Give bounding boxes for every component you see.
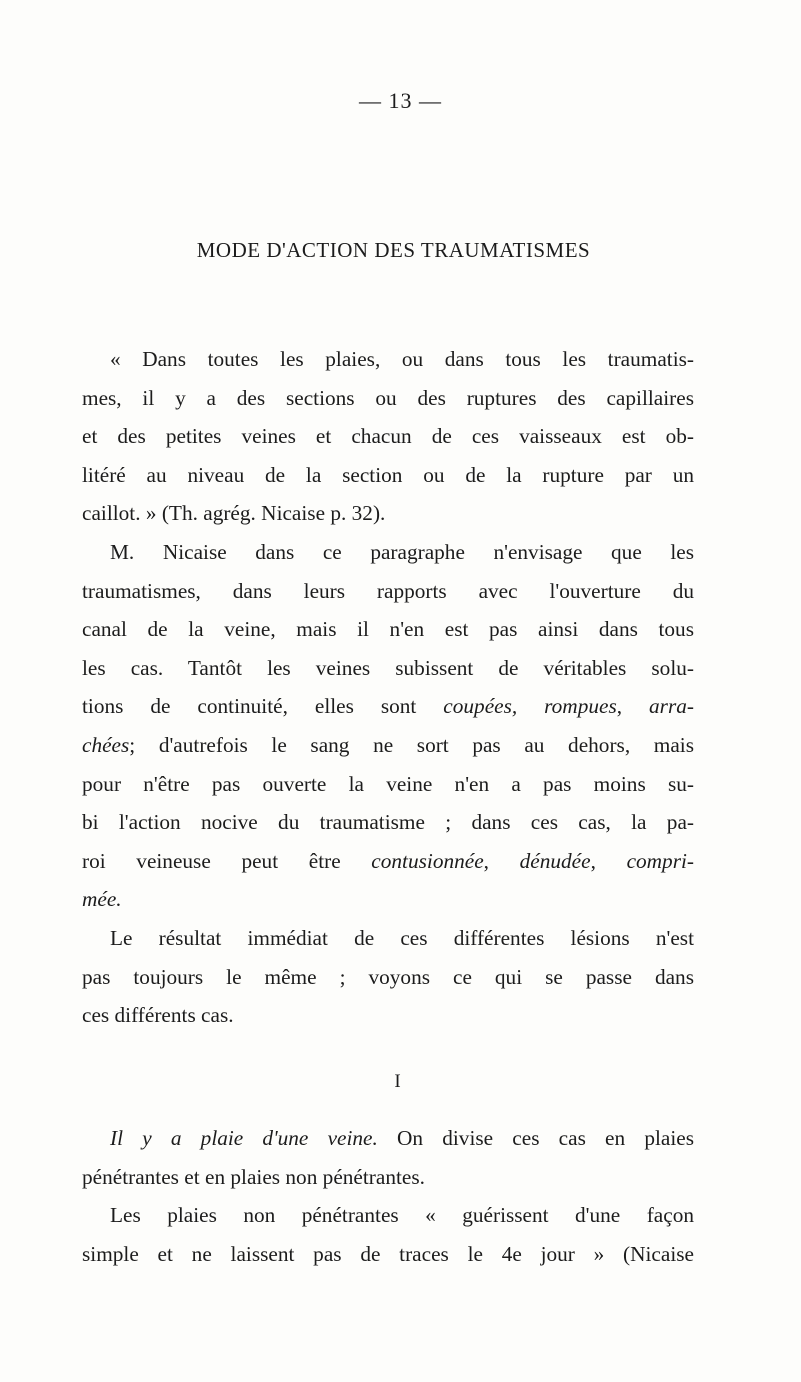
page-number: — 13 — [359, 88, 442, 113]
text-line: pour n'être pas ouverte la veine n'en a pas moins su- [82, 771, 694, 796]
text-line [82, 726, 694, 765]
text-line: et des petites veines et chacun de ces vaisseaux est ob- [82, 424, 694, 449]
text-span: ; d'autrefois le sang ne sort pas au dehors, mais [129, 732, 694, 757]
text-line: bi l'action nocive du traumatisme ; dans ces cas, la pa- [82, 810, 694, 835]
text-span: , [616, 694, 650, 719]
text-line: ces différents cas. [82, 1003, 234, 1028]
body-text-block-2 [82, 1119, 694, 1273]
italic-text: compri- [626, 848, 694, 873]
text-span: roi veineuse peut être [82, 848, 372, 873]
text-line: M. Nicaise dans ce paragraphe n'envisage que les [110, 539, 694, 564]
text-line [82, 880, 694, 919]
text-line: pénétrantes et en plaies non pénétrantes. [82, 1164, 425, 1189]
section-numeral: I [394, 1071, 401, 1092]
text-line: Les plaies non pénétrantes « guérissent d'une façon [110, 1203, 694, 1228]
text-span: tions de continuité, elles sont [82, 694, 444, 719]
italic-text: contusionnée [371, 848, 484, 873]
chapter-title: MODE D'ACTION DES TRAUMATISMES [196, 238, 591, 262]
text-line [82, 687, 694, 726]
italic-text: coupées, rompues [443, 694, 617, 719]
text-span: On divise ces cas en plaies [377, 1126, 695, 1150]
text-line [82, 1119, 694, 1158]
text-line: les cas. Tantôt les veines subissent de véritables solu- [82, 655, 694, 680]
text-line [82, 842, 694, 881]
text-line: pas toujours le même ; voyons ce qui se passe dans [82, 964, 694, 989]
text-span: , [590, 848, 627, 873]
italic-text: dénudée [519, 848, 591, 873]
text-line: simple et ne laissent pas de traces le 4e jour » (Nicaise [82, 1241, 694, 1266]
text-line: « Dans toutes les plaies, ou dans tous les traumatis- [110, 347, 694, 371]
text-line: canal de la veine, mais il n'en est pas ainsi dans tous [82, 617, 694, 642]
text-line: caillot. » (Th. agrég. Nicaise p. 32). [82, 501, 386, 526]
italic-text: mée. [82, 887, 122, 912]
text-line: litéré au niveau de la section ou de la rupture par un [82, 462, 694, 487]
italic-text: Il y a plaie d'une veine. [110, 1126, 378, 1150]
italic-text: arra- [649, 694, 694, 719]
text-line: traumatismes, dans leurs rapports avec l'ouverture du [82, 578, 694, 603]
text-line: mes, il y a des sections ou des ruptures des capillaires [82, 385, 694, 410]
text-line: Le résultat immédiat de ces différentes lésions n'est [110, 925, 694, 950]
body-text-block-1 [82, 340, 694, 1035]
text-span: , [483, 848, 520, 873]
italic-text: chées [82, 732, 130, 757]
